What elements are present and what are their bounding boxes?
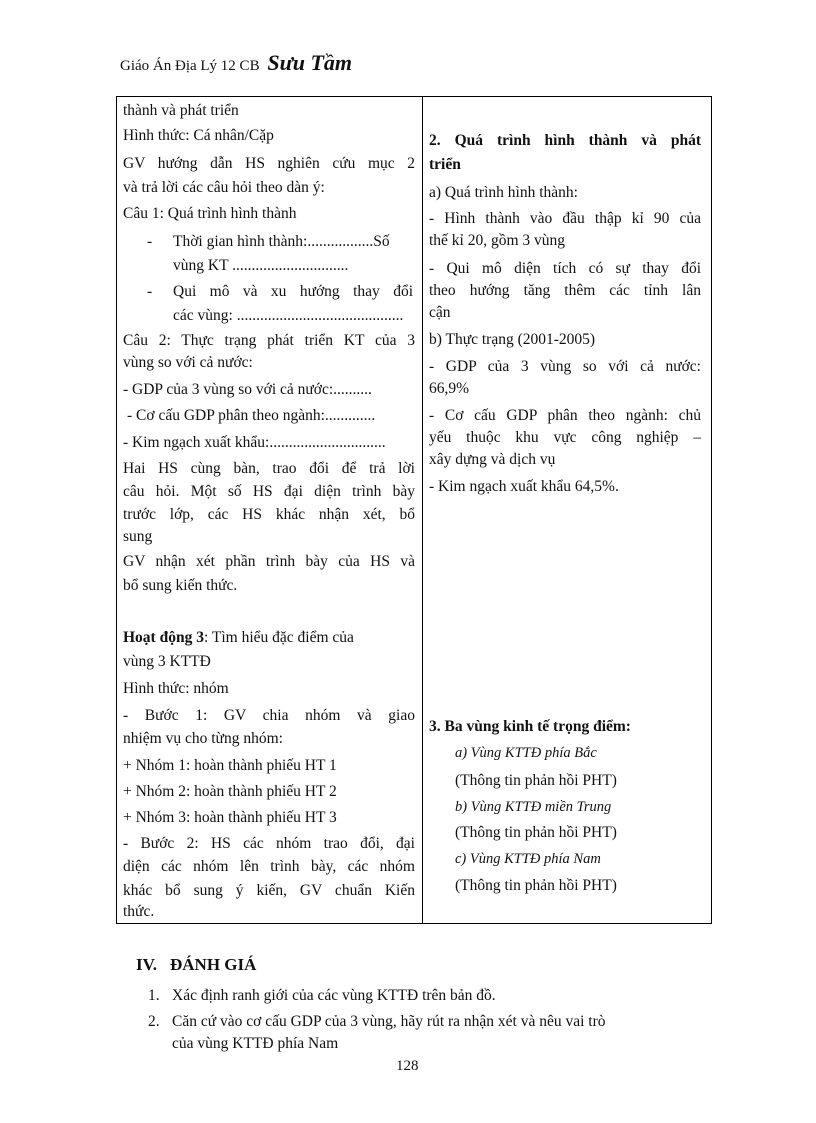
section-title: ĐÁNH GIÁ (170, 955, 257, 974)
text-line: - Cơ cấu GDP phân theo ngành:............. (127, 407, 376, 424)
activities-column (117, 97, 423, 924)
text-line: Thời gian hình thành:.................Số (173, 233, 390, 250)
text-line: - GDP của 3 vùng so với cả nước: (429, 358, 701, 375)
text-line: các vùng: ........................................... (173, 307, 404, 324)
text-line: cận (429, 304, 451, 321)
text-line: - Kim ngạch xuất khẩu:.............................. (123, 434, 386, 451)
text-line: câu hỏi. Một số HS đại diện trình bày (123, 483, 415, 500)
text-line: nhiệm vụ cho từng nhóm: (123, 730, 283, 747)
bullet-dash: - (147, 233, 153, 250)
text-line: vùng 3 KTTĐ (123, 653, 211, 670)
header-brand: Sưu Tầm (267, 50, 353, 75)
activity-desc: : Tìm hiểu đặc điểm của (203, 629, 354, 646)
section-heading: 3. Ba vùng kinh tế trọng điểm: (429, 718, 631, 735)
list-item-continued: của vùng KTTĐ phía Nam (172, 1035, 339, 1052)
section-heading: triển (429, 156, 461, 173)
text-line: 66,9% (429, 380, 470, 397)
text-line: - Hình thành vào đầu thập kỉ 90 của (429, 210, 701, 227)
text-line: khác bổ sung ý kiến, GV chuẩn Kiến (123, 882, 415, 899)
text-line: - GDP của 3 vùng so với cả nước:.......... (123, 381, 372, 398)
header-title: Giáo Án Địa Lý 12 CB (120, 58, 260, 74)
text-line: vùng so với cả nước: (123, 354, 253, 371)
text-line: - Bước 2: HS các nhóm trao đổi, đại (123, 835, 415, 852)
content-column (423, 97, 712, 924)
text-line: + Nhóm 3: hoàn thành phiếu HT 3 (123, 809, 337, 826)
section-heading: 2. Quá trình hình thành và phát (429, 132, 701, 149)
text-line: a) Quá trình hình thành: (429, 184, 578, 201)
text-line: + Nhóm 2: hoàn thành phiếu HT 2 (123, 783, 337, 800)
text-line: (Thông tin phản hồi PHT) (455, 877, 617, 894)
text-line: theo hướng tăng thêm các tỉnh lân (429, 282, 701, 299)
text-line: b) Thực trạng (2001-2005) (429, 331, 596, 348)
text-line: Hình thức: nhóm (123, 680, 229, 697)
text-line: thế kỉ 20, gồm 3 vùng (429, 232, 566, 249)
text-line: - Kim ngạch xuất khẩu 64,5%. (429, 478, 619, 495)
text-line: - Cơ cấu GDP phân theo ngành: chủ (429, 407, 701, 424)
text-line: - Bước 1: GV chia nhóm và giao (123, 707, 415, 724)
section-heading (136, 955, 256, 975)
page-number: 128 (396, 1058, 419, 1074)
text-line: trước lớp, các HS khác nhận xét, bổ (123, 506, 415, 523)
text-line: - Qui mô diện tích có sự thay đổi (429, 260, 701, 277)
section-number: IV. (136, 955, 157, 974)
text-line: sung (123, 528, 153, 545)
region-title: a) Vùng KTTĐ phía Bắc (455, 745, 597, 761)
lesson-table (116, 96, 712, 924)
region-title: c) Vùng KTTĐ phía Nam (455, 851, 601, 867)
text-line: vùng KT .............................. (173, 257, 349, 274)
page-header (120, 50, 352, 76)
text-line: và trả lời các câu hỏi theo dàn ý: (123, 179, 325, 196)
activity-label: Hoạt động 3 (123, 629, 204, 646)
text-line: Câu 1: Quá trình hình thành (123, 205, 297, 222)
text-line: Hình thức: Cá nhân/Cặp (123, 127, 274, 144)
bullet-dash: - (147, 283, 153, 300)
list-item: Xác định ranh giới của các vùng KTTĐ trên bản đồ. (172, 987, 496, 1004)
text-line: bổ sung kiến thức. (123, 577, 238, 594)
list-number: 2. (148, 1013, 160, 1030)
region-title: b) Vùng KTTĐ miền Trung (455, 799, 612, 815)
list-item: Căn cứ vào cơ cấu GDP của 3 vùng, hãy rút ra nhận xét và nêu vai trò (172, 1013, 606, 1030)
text-line: (Thông tin phản hồi PHT) (455, 772, 617, 789)
text-line: yếu thuộc khu vực công nghiệp – (429, 429, 701, 446)
text-line: diện các nhóm lên trình bày, các nhóm (123, 858, 415, 875)
text-line: Qui mô và xu hướng thay đổi (173, 283, 413, 300)
text-line: GV nhận xét phần trình bày của HS và (123, 553, 415, 570)
activity-heading (123, 626, 354, 650)
text-line: (Thông tin phản hồi PHT) (455, 824, 617, 841)
text-line: Hai HS cùng bàn, trao đổi để trả lời (123, 460, 415, 477)
text-line: thức. (123, 903, 155, 920)
text-line: Câu 2: Thực trạng phát triển KT của 3 (123, 332, 415, 349)
list-number: 1. (148, 987, 160, 1004)
text-line: thành và phát triển (123, 102, 239, 119)
text-line: xây dựng và dịch vụ (429, 451, 556, 468)
text-line: + Nhóm 1: hoàn thành phiếu HT 1 (123, 757, 337, 774)
text-line: GV hướng dẫn HS nghiên cứu mục 2 (123, 155, 415, 172)
